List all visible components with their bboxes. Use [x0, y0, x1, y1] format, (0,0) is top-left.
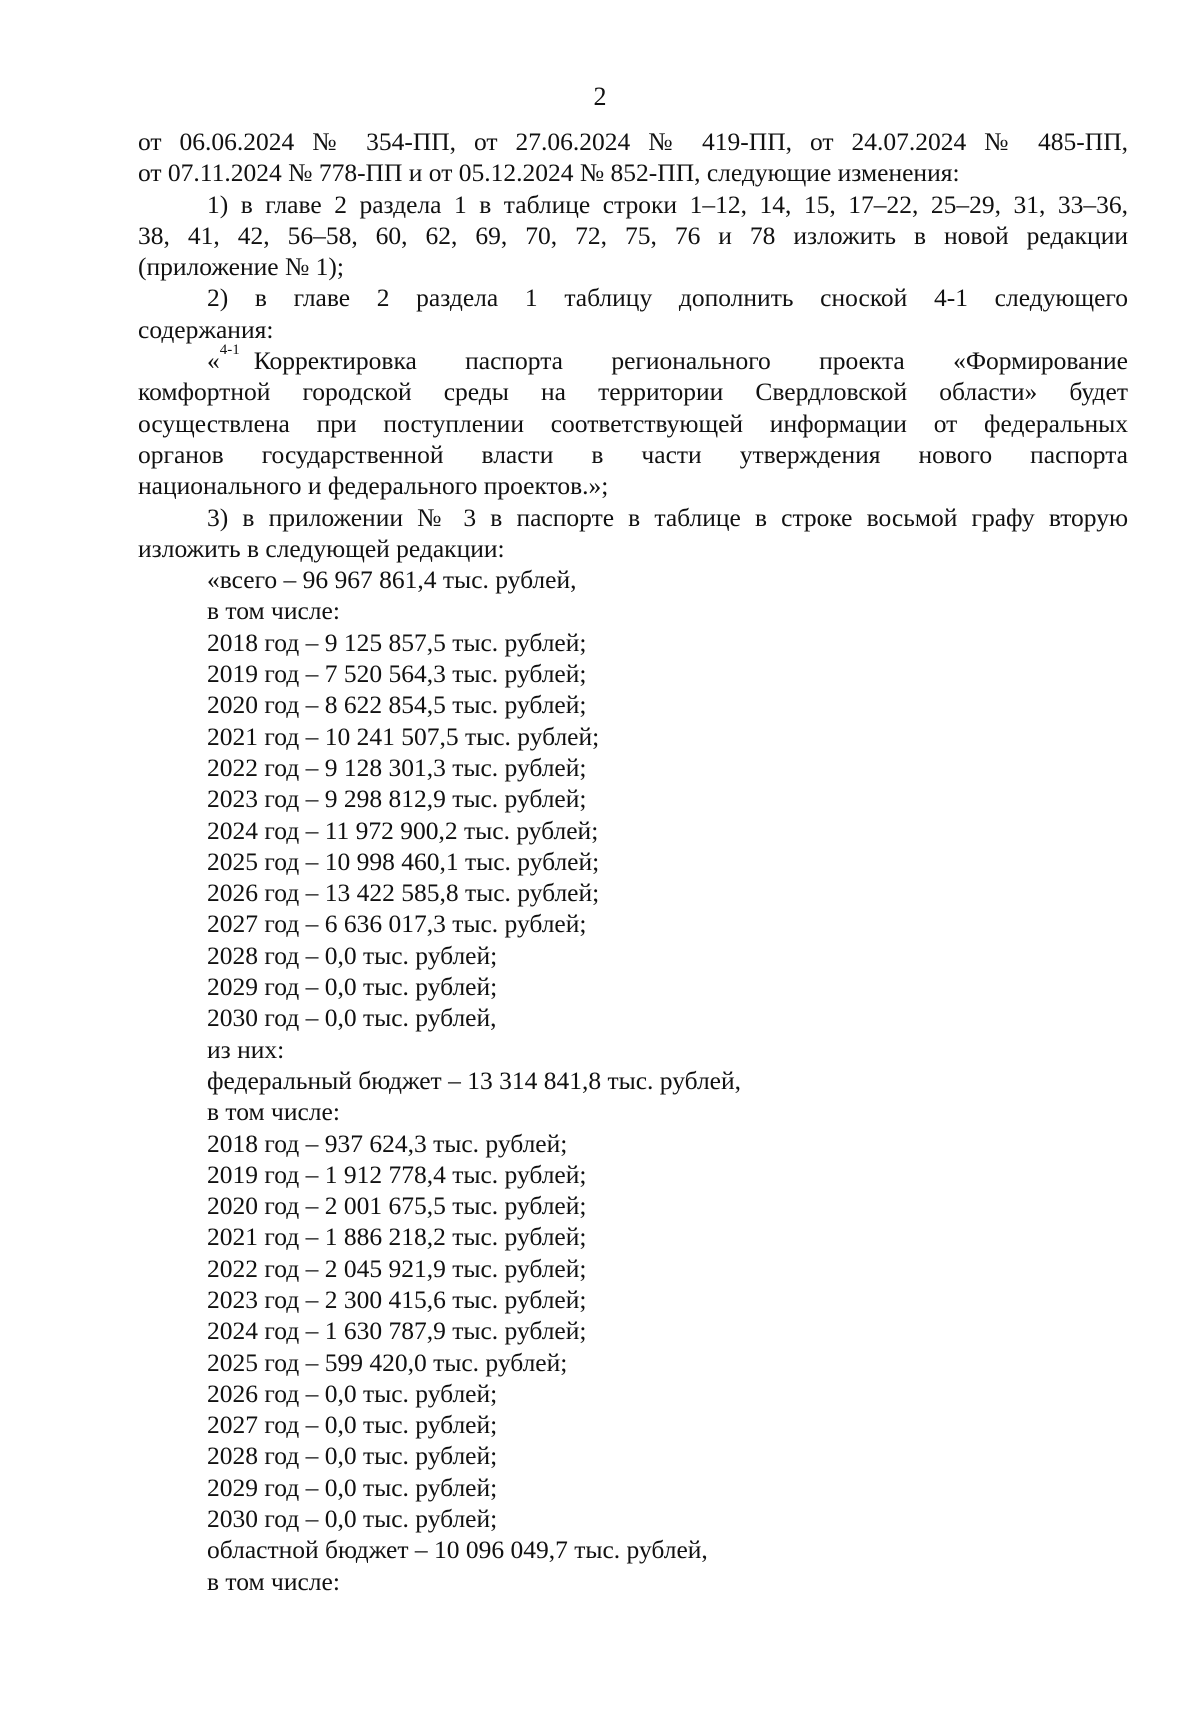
year-line: 2030 год – 0,0 тыс. рублей;	[207, 1504, 498, 1534]
year-line: 2026 год – 13 422 585,8 тыс. рублей;	[207, 878, 600, 908]
text-line: (приложение № 1);	[138, 252, 344, 282]
text-line: от 06.06.2024 № 354-ПП, от 27.06.2024 № 419-ПП, от 24.07.2024 № 485-ПП,	[138, 127, 1128, 156]
text-line: комфортной городской среды на территории Свердловской области» будет	[138, 377, 1128, 407]
text-line: в том числе:	[207, 1097, 340, 1127]
year-line: 2024 год – 1 630 787,9 тыс. рублей;	[207, 1316, 587, 1346]
text-line: органов государственной власти в части утверждения нового паспорта	[138, 439, 1128, 469]
year-line: 2020 год – 8 622 854,5 тыс. рублей;	[207, 690, 587, 720]
year-line: 2025 год – 10 998 460,1 тыс. рублей;	[207, 846, 600, 876]
year-line: 2019 год – 1 912 778,4 тыс. рублей;	[207, 1159, 587, 1189]
federal-budget-line: федеральный бюджет – 13 314 841,8 тыс. рублей,	[207, 1065, 742, 1095]
year-line: 2027 год – 6 636 017,3 тыс. рублей;	[207, 909, 587, 939]
year-line: 2019 год – 7 520 564,3 тыс. рублей;	[207, 659, 587, 689]
year-line: 2028 год – 0,0 тыс. рублей;	[207, 1441, 498, 1471]
list-item-3: 3) в приложении № 3 в паспорте в таблице в строке восьмой графу вторую	[207, 502, 1128, 532]
open-quote: «	[207, 346, 220, 376]
list-item-1: 1) в главе 2 раздела 1 в таблице строки 1–12, 14, 15, 17–22, 25–29, 31, 33–36,	[207, 189, 1128, 219]
footnote-text: Корректировка паспорта регионального проекта «Формирование	[253, 346, 1128, 376]
year-line: 2026 год – 0,0 тыс. рублей;	[207, 1378, 498, 1408]
document-body	[138, 126, 1128, 1597]
year-line: 2018 год – 9 125 857,5 тыс. рублей;	[207, 627, 587, 657]
year-line: 2022 год – 2 045 921,9 тыс. рублей;	[207, 1253, 587, 1283]
year-line: 2024 год – 11 972 900,2 тыс. рублей;	[207, 815, 599, 845]
year-line: 2029 год – 0,0 тыс. рублей;	[207, 1472, 498, 1502]
text-line: 38, 41, 42, 56–58, 60, 62, 69, 70, 72, 75, 76 и 78 изложить в новой редакции	[138, 220, 1128, 250]
footnote-marker: 4-1	[219, 342, 240, 359]
text-line: в том числе:	[207, 596, 340, 626]
page-number: 2	[593, 82, 607, 111]
footnote-line	[138, 342, 1128, 376]
text-line: осуществлена при поступлении соответствующей информации от федеральных	[138, 408, 1128, 438]
text-line: содержания:	[138, 314, 274, 344]
year-line: 2028 год – 0,0 тыс. рублей;	[207, 940, 498, 970]
year-line: 2027 год – 0,0 тыс. рублей;	[207, 1410, 498, 1440]
year-line: 2021 год – 1 886 218,2 тыс. рублей;	[207, 1222, 587, 1252]
year-line: 2030 год – 0,0 тыс. рублей,	[207, 1003, 497, 1033]
year-line: 2025 год – 599 420,0 тыс. рублей;	[207, 1347, 568, 1377]
footnote-start	[207, 342, 240, 376]
list-item-2: 2) в главе 2 раздела 1 таблицу дополнить сноской 4-1 следующего	[207, 283, 1128, 313]
text-line: из них:	[207, 1034, 285, 1064]
total-line: «всего – 96 967 861,4 тыс. рублей,	[207, 565, 577, 595]
year-line: 2029 год – 0,0 тыс. рублей;	[207, 972, 498, 1002]
year-line: 2018 год – 937 624,3 тыс. рублей;	[207, 1128, 568, 1158]
text-line: от 07.11.2024 № 778-ПП и от 05.12.2024 № 852-ПП, следующие изменения:	[138, 158, 960, 188]
text-line: изложить в следующей редакции:	[138, 533, 505, 563]
year-line: 2023 год – 9 298 812,9 тыс. рублей;	[207, 784, 587, 814]
year-line: 2021 год – 10 241 507,5 тыс. рублей;	[207, 721, 600, 751]
text-line: в том числе:	[207, 1566, 340, 1596]
regional-budget-line: областной бюджет – 10 096 049,7 тыс. рублей,	[207, 1535, 708, 1565]
year-line: 2022 год – 9 128 301,3 тыс. рублей;	[207, 752, 587, 782]
year-line: 2023 год – 2 300 415,6 тыс. рублей;	[207, 1284, 587, 1314]
text-line: национального и федерального проектов.»;	[138, 471, 609, 501]
year-line: 2020 год – 2 001 675,5 тыс. рублей;	[207, 1191, 587, 1221]
